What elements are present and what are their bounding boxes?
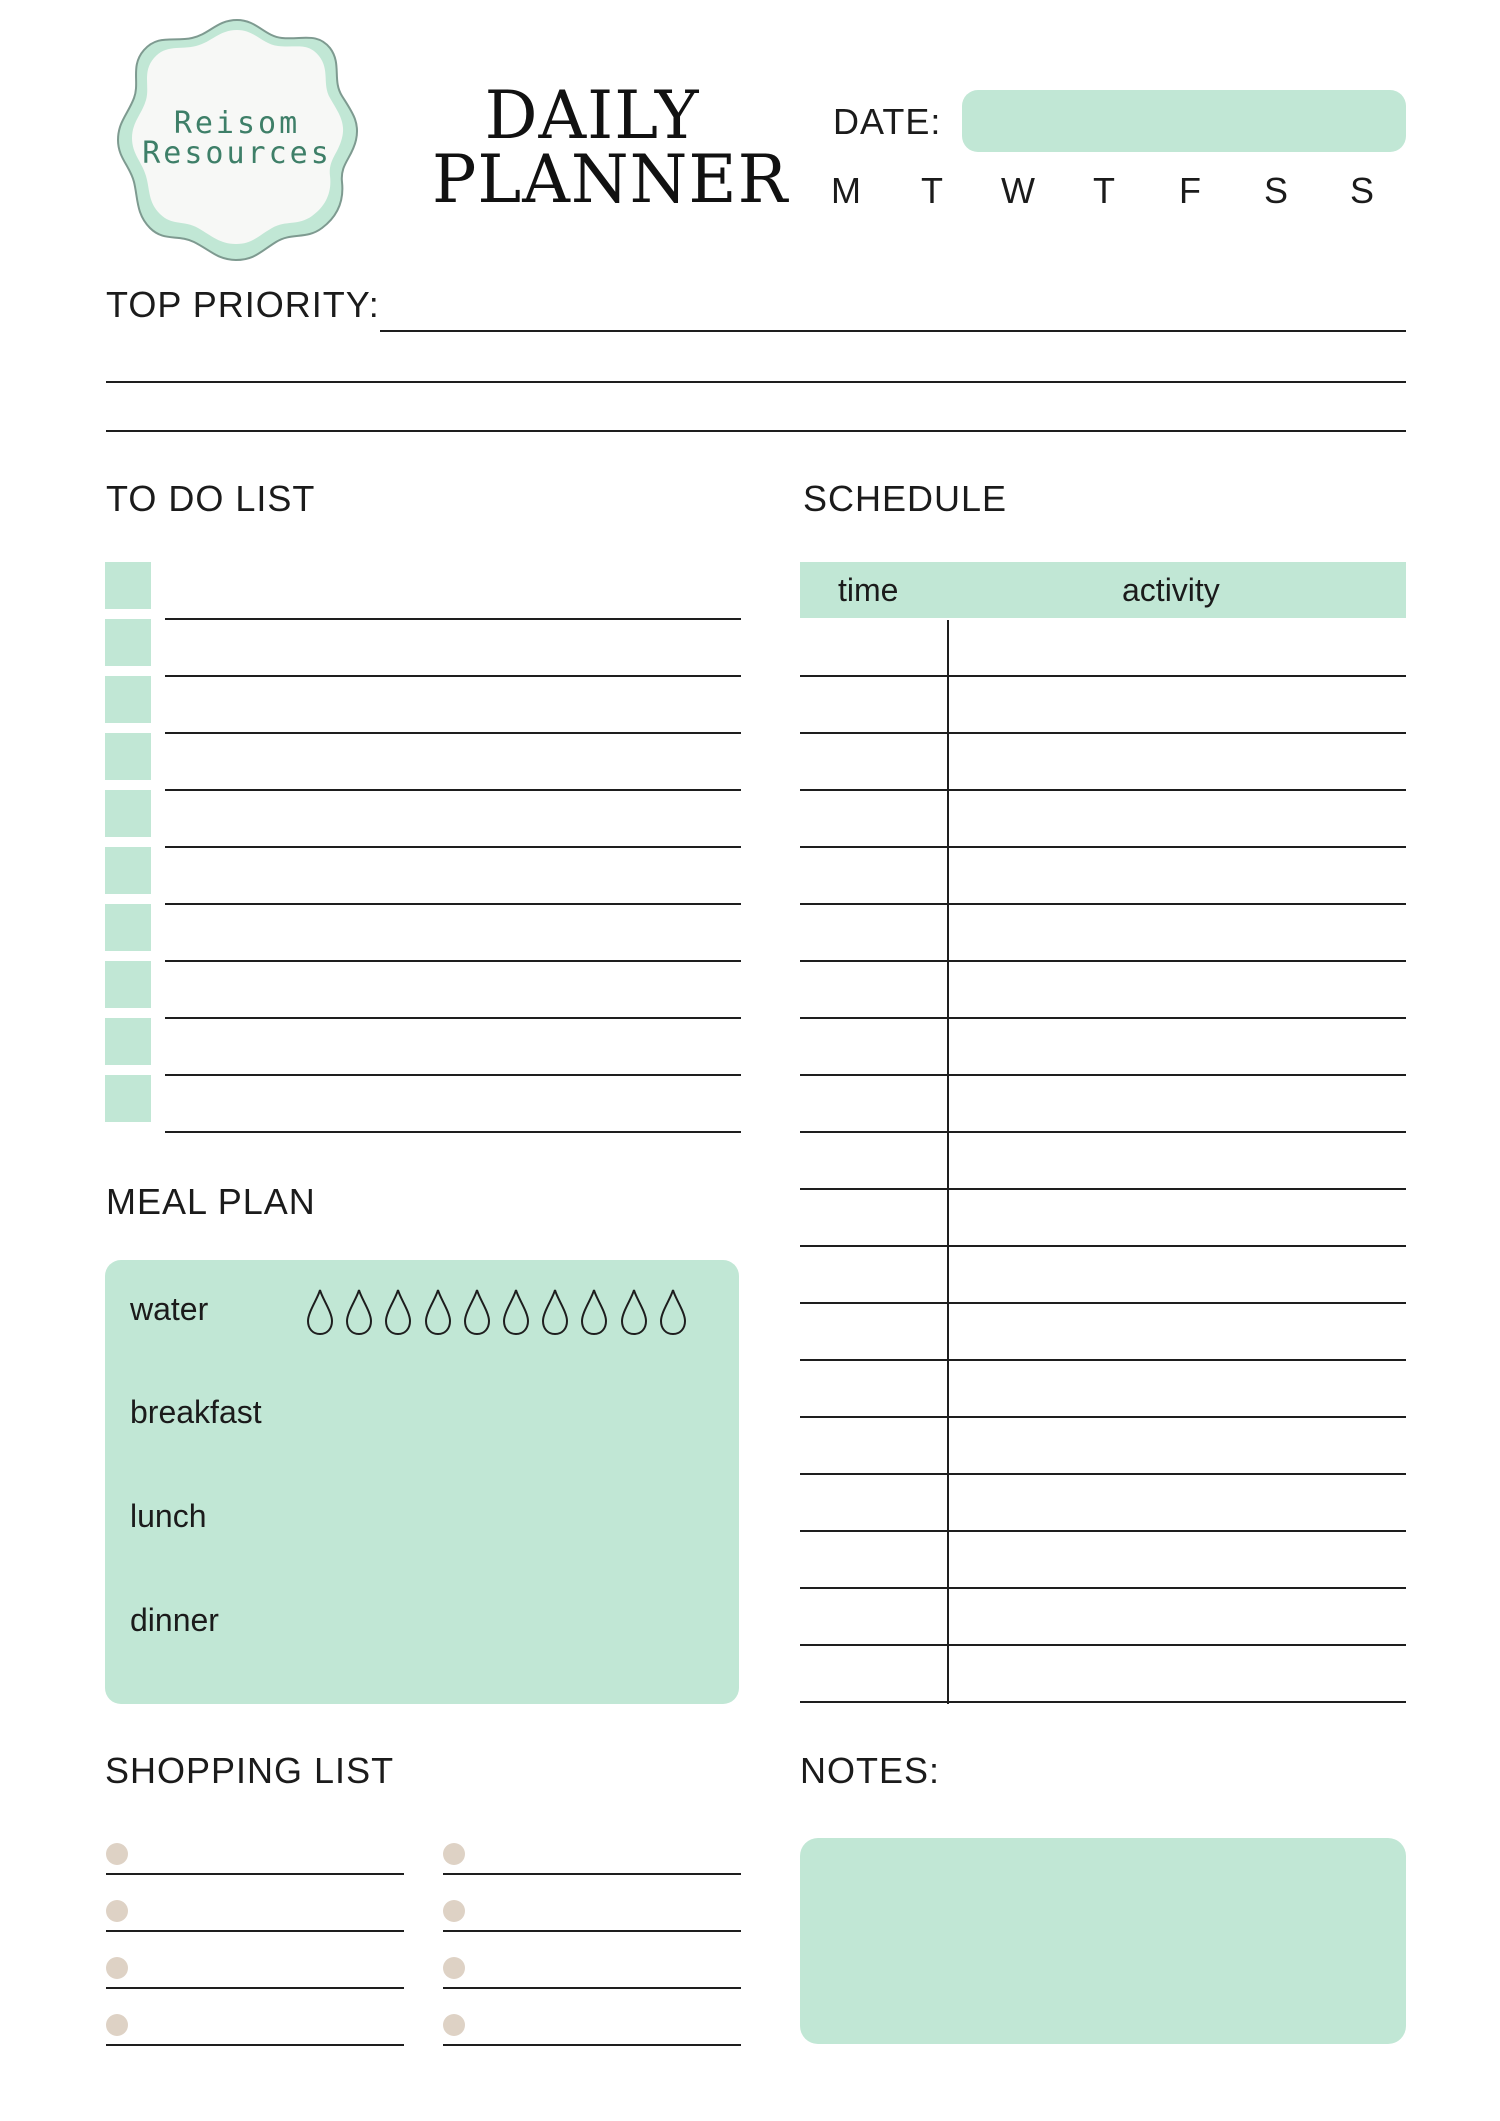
schedule-col-time: time (838, 572, 899, 608)
notes-box[interactable] (800, 1838, 1406, 2044)
schedule-row[interactable] (800, 1701, 1406, 1703)
schedule-row[interactable] (800, 1074, 1406, 1076)
top-priority-line-1[interactable] (380, 330, 1406, 332)
todo-line[interactable] (165, 789, 741, 791)
notes-heading: NOTES: (800, 1750, 941, 1791)
schedule-row[interactable] (800, 1530, 1406, 1532)
meal-lunch-label: lunch (130, 1498, 207, 1534)
top-priority-line-3[interactable] (106, 430, 1406, 432)
schedule-col-activity: activity (1122, 572, 1220, 608)
schedule-row[interactable] (800, 789, 1406, 791)
weekday-fri[interactable]: F (1179, 170, 1201, 211)
date-field[interactable] (962, 90, 1406, 152)
schedule-row[interactable] (800, 1131, 1406, 1133)
date-label: DATE: (833, 101, 942, 142)
todo-checkbox[interactable] (105, 904, 151, 951)
shopping-bullet-icon (443, 1957, 465, 1979)
schedule-divider (947, 620, 949, 1704)
schedule-row[interactable] (800, 846, 1406, 848)
schedule-row[interactable] (800, 1416, 1406, 1418)
shopping-line[interactable] (443, 1873, 741, 1875)
logo-text-line1: Reisom (173, 106, 301, 141)
schedule-row[interactable] (800, 1302, 1406, 1304)
schedule-row[interactable] (800, 1587, 1406, 1589)
schedule-row[interactable] (800, 960, 1406, 962)
schedule-row[interactable] (800, 675, 1406, 677)
todo-line[interactable] (165, 903, 741, 905)
weekday-tue[interactable]: T (921, 170, 943, 211)
shopping-bullet-icon (106, 2014, 128, 2036)
top-priority-line-2[interactable] (106, 381, 1406, 383)
logo (112, 14, 362, 262)
shopping-line[interactable] (443, 1987, 741, 1989)
weekday-sun[interactable]: S (1349, 170, 1374, 211)
weekday-mon[interactable]: M (831, 170, 861, 211)
todo-checkbox[interactable] (105, 790, 151, 837)
water-drop-icon[interactable] (344, 1288, 374, 1336)
shopping-line[interactable] (106, 1873, 404, 1875)
shopping-line[interactable] (443, 2044, 741, 2046)
shopping-bullet-icon (106, 1843, 128, 1865)
todo-line[interactable] (165, 1131, 741, 1133)
todo-line[interactable] (165, 846, 741, 848)
shopping-heading: SHOPPING LIST (105, 1750, 395, 1791)
shopping-bullet-icon (106, 1957, 128, 1979)
meal-breakfast-label: breakfast (130, 1394, 262, 1430)
water-drop-icon[interactable] (658, 1288, 688, 1336)
water-drop-icon[interactable] (423, 1288, 453, 1336)
water-drop-icon[interactable] (305, 1288, 335, 1336)
meal-plan-heading: MEAL PLAN (106, 1181, 316, 1222)
todo-line[interactable] (165, 1017, 741, 1019)
todo-checkbox[interactable] (105, 676, 151, 723)
schedule-row[interactable] (800, 903, 1406, 905)
water-drop-icon[interactable] (462, 1288, 492, 1336)
schedule-header (800, 562, 1406, 618)
logo-text-line2: Resources (142, 136, 332, 171)
shopping-bullet-icon (443, 2014, 465, 2036)
title-line1: DAILY (484, 77, 700, 154)
schedule-row[interactable] (800, 1644, 1406, 1646)
schedule-row[interactable] (800, 1017, 1406, 1019)
meal-dinner-label: dinner (130, 1602, 219, 1638)
water-drop-icon[interactable] (540, 1288, 570, 1336)
top-priority-label: TOP PRIORITY: (106, 284, 380, 325)
meal-water-label: water (130, 1291, 209, 1327)
schedule-row[interactable] (800, 1245, 1406, 1247)
todo-heading: TO DO LIST (106, 478, 316, 519)
todo-line[interactable] (165, 960, 741, 962)
shopping-line[interactable] (106, 2044, 404, 2046)
schedule-row[interactable] (800, 1188, 1406, 1190)
schedule-row[interactable] (800, 1359, 1406, 1361)
todo-line[interactable] (165, 618, 741, 620)
shopping-bullet-icon (443, 1900, 465, 1922)
todo-line[interactable] (165, 732, 741, 734)
todo-checkbox[interactable] (105, 1075, 151, 1122)
todo-checkbox[interactable] (105, 961, 151, 1008)
todo-checkbox[interactable] (105, 1018, 151, 1065)
todo-line[interactable] (165, 675, 741, 677)
shopping-bullet-icon (106, 1900, 128, 1922)
page-title (432, 77, 789, 218)
water-drop-icon[interactable] (579, 1288, 609, 1336)
weekday-wed[interactable]: W (1001, 170, 1035, 211)
title-line2: PLANNER (432, 141, 789, 218)
todo-checkbox[interactable] (105, 847, 151, 894)
schedule-row[interactable] (800, 1473, 1406, 1475)
weekday-sat[interactable]: S (1263, 170, 1288, 211)
shopping-line[interactable] (106, 1987, 404, 1989)
schedule-row[interactable] (800, 732, 1406, 734)
water-drop-icon[interactable] (619, 1288, 649, 1336)
shopping-line[interactable] (106, 1930, 404, 1932)
todo-checkbox[interactable] (105, 562, 151, 609)
schedule-heading: SCHEDULE (803, 478, 1008, 519)
todo-checkbox[interactable] (105, 733, 151, 780)
shopping-line[interactable] (443, 1930, 741, 1932)
weekday-thu[interactable]: T (1093, 170, 1115, 211)
todo-checkbox[interactable] (105, 619, 151, 666)
todo-line[interactable] (165, 1074, 741, 1076)
shopping-bullet-icon (443, 1843, 465, 1865)
water-drop-icon[interactable] (383, 1288, 413, 1336)
water-drop-icon[interactable] (501, 1288, 531, 1336)
